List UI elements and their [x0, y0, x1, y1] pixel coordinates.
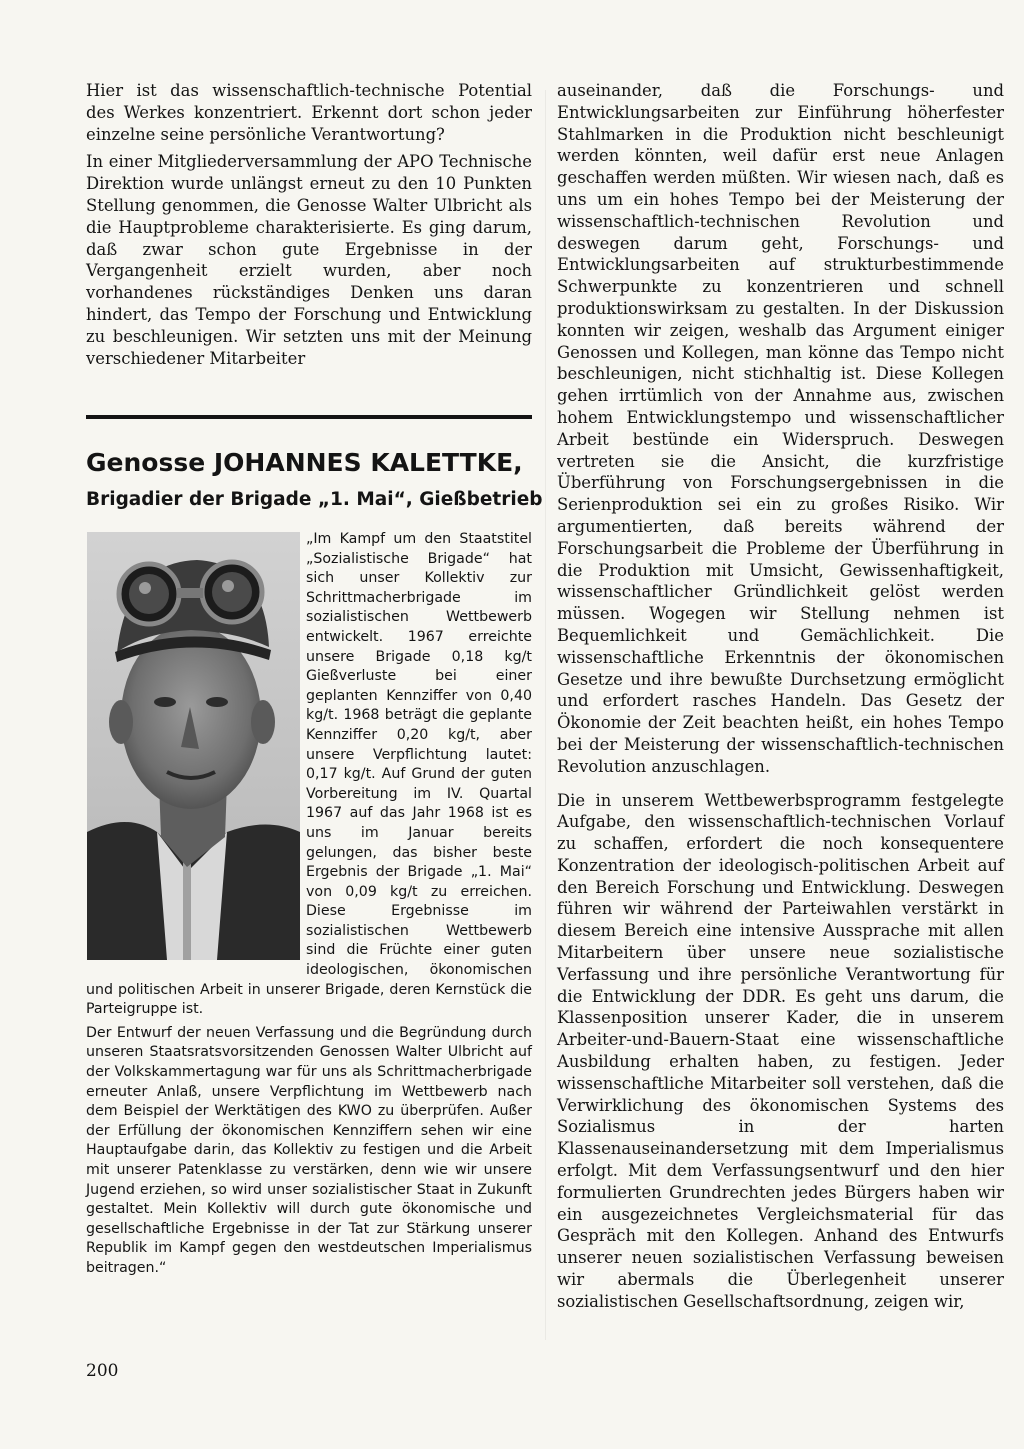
right-paragraph-1: auseinander, daß die Forschungs- und Entwicklungsarbeiten zur Einführung höherfester Stahlmarken in die Produktion nicht beschleunigt werden könnten, weil dafür erst neue Anlagen geschaffen werden müßten. Wir wiesen nach, daß es uns um ein hohes Tempo bei der Meisterung der wissenschaftlich-technischen Revolution und deswegen darum geht, Forschungs- und Entwicklungsarbeiten auf strukturbestimmende Schwerpunkte zu konzentrieren und schnell produktionswirksam zu gestalten. In der Diskussion konnten wir zeigen, weshalb das Argument einiger Genossen und Kollegen, man könne das Tempo nicht beschleunigen, nicht stichhaltig ist. Diese Kollegen gehen irrtümlich von der Annahme aus, zwischen hohem Entwicklungstempo und wissenschaftlicher Arbeit bestünde ein Widerspruch. Deswegen vertreten sie die Ansicht, die kurzfristige Überführung von Forschungsergebnissen in die Serienproduktion sei ein zu großes Risiko. Wir argumentierten, daß bereits während der Forschungsarbeit die Probleme der Überführung in die Produktion mit Umsicht, Gewissenhaftigkeit, wissenschaftlicher Gründlichkeit gelöst werden müssen. Wogegen wir Stellung nehmen ist Bequemlichkeit und Gemächlichkeit. Die wissenschaftliche Erkenntnis der ökonomischen Gesetze und ihre bewußte Durchsetzung ermöglicht und erfordert rasches Handeln. Das Gesetz der Ökonomie der Zeit beachten heißt, ein hohes Tempo bei der Meisterung der wissenschaftlich-technischen Revolution anzuschlagen.: [557, 81, 1004, 776]
feature-sub-heading: Brigadier der Brigade „1. Mai“, Gießbetrieb: [86, 489, 543, 510]
page-number: 200: [86, 1361, 119, 1381]
section-rule: [86, 415, 532, 419]
left-paragraph-2: In einer Mitgliederversammlung der APO Technische Direktion wurde unlängst erneut zu den 10 Punkten Stellung genommen, die Genosse Walter Ulbricht als die Hauptprobleme charakterisierte. Es ging darum, daß zwar schon gute Ergebnisse in der Vergangenheit erzielt wurden, aber noch vorhandenes rückständiges Denken uns daran hindert, das Tempo der Forschung und Entwicklung zu beschleunigen. Wir setzten uns mit der Meinung verschiedener Mitarbeiter: [86, 152, 532, 368]
column-gutter: [545, 90, 546, 1340]
quote-paragraph-2: Der Entwurf der neuen Verfassung und die Begründung durch unseren Staatsratsvorsitzenden Genossen Walter Ulbricht auf der Volkskammertagung war für uns als Schrittmacherbrigade erneuter Anlaß, unsere Verpflichtung im Wettbewerb nach dem Beispiel der Werktätigen des KWO zu überprüfen. Außer der Erfüllung der ökonomischen Kennziffern sehen wir eine Hauptaufgabe darin, das Kollektiv zu festigen und die Arbeit mit unserer Patenklasse zu verstärken, denn wie wir unsere Jugend erziehen, so wird unser sozialistischer Staat in Zukunft gestaltet. Mein Kollektiv will durch gute ökonomische und gesellschaftliche Ergebnisse in der Tat zur Stärkung unserer Republik im Kampf gegen den westdeutschen Imperialismus beitragen.“: [86, 1024, 532, 1276]
feature-name-heading: Genosse JOHANNES KALETTKE,: [86, 448, 523, 477]
left-paragraph-1: Hier ist das wissenschaftlich-technische Potential des Werkes konzentriert. Erkennt dort schon jeder einzelne seine persönliche Verantwortung?: [86, 81, 532, 144]
right-paragraph-2: Die in unserem Wettbewerbsprogramm festgelegte Aufgabe, den wissenschaftlich-technischen Vorlauf zu schaffen, erfordert die noch konsequentere Konzentration der ideologisch-politischen Arbeit auf den Bereich Forschung und Entwicklung. Deswegen führen wir während der Parteiwahlen verstärkt in diesem Bereich eine intensive Aussprache mit allen Mitarbeitern über unsere neue sozialistische Verfassung und ihre persönliche Verantwortung für die Entwicklung der DDR. Es geht uns darum, die Klassenposition unserer Kader, die in unserem Arbeiter-und-Bauern-Staat eine wissenschaftliche Ausbildung erhalten haben, zu festigen. Jeder wissenschaftliche Mitarbeiter soll verstehen, daß die Verwirklichung des ökonomischen Systems des Sozialismus in der harten Klassenauseinandersetzung mit dem Imperialismus erfolgt. Mit dem Verfassungsentwurf und den hier formulierten Grundrechten jedes Bürgers haben wir ein ausgezeichnetes Vergleichsmaterial für das Gespräch mit den Kollegen. Anhand des Entwurfs unserer neuen sozialistischen Verfassung beweisen wir abermals die Überlegenheit unserer sozialistischen Gesellschaftsordnung, zeigen wir,: [557, 790, 1004, 1311]
right-column: [557, 80, 1004, 1313]
quote-paragraph-1: „Im Kampf um den Staatstitel „Sozialistische Brigade“ hat sich unser Kollektiv zur Schrittmacherbrigade im sozialistischen Wettbewerb entwickelt. 1967 erreichte unsere Brigade 0,18 kg/t Gießverluste bei einer geplanten Kennziffer von 0,40 kg/t. 1968 beträgt die geplante Kennziffer 0,20 kg/t, aber unsere Verpflichtung lautet: 0,17 kg/t. Auf Grund der guten Vorbereitung im IV. Quartal 1967 auf das Jahr 1968 ist es uns im Januar bereits gelungen, das bisher beste Ergebnis der Brigade „1. Mai“ von 0,09 kg/t zu erreichen. Diese Ergebnisse im sozialistischen Wettbewerb sind die Früchte einer guten ideologischen, ökonomischen und politischen Arbeit in unserer Brigade, deren Kernstück die Parteigruppe ist.: [86, 531, 532, 1018]
portrait-illustration: [87, 532, 300, 960]
portrait-photo: [87, 532, 300, 960]
left-column: [86, 80, 532, 369]
